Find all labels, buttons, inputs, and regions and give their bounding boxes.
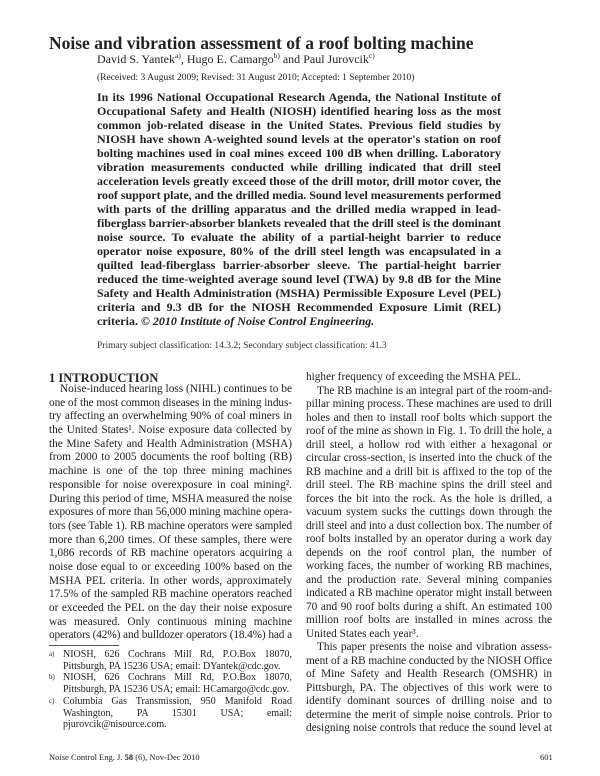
footnote <box>49 649 292 672</box>
right-column <box>306 371 552 736</box>
text-line: machine is one of the top three mining machines <box>49 465 292 478</box>
author-name: David S. Yantek <box>97 52 176 66</box>
text-line: vacuum system sucks the cuttings down through the <box>306 506 552 518</box>
text-line: circular cross-section, is inserted into the chuck of the <box>306 452 552 464</box>
text-line: pillar mining process. These machines are used to drill <box>306 398 552 410</box>
subject-classification: Primary subject classification: 14.3.2; Secondary subject classification: 41.3 <box>97 341 387 351</box>
text-line: roof bolts installed by an operator during a work day <box>306 533 552 545</box>
text-line: acceleration levels greatly exceed those of the drill motor, drill motor cover, the <box>97 174 501 188</box>
text-line: operator noise exposure, 80% of the drill steel length was encapsulated in a <box>97 244 501 258</box>
copyright-notice: © 2010 Institute of Noise Control Engineering. <box>140 314 375 328</box>
footnote <box>49 672 292 695</box>
text-line: more than 6,200 times. Of these samples, there were <box>49 533 292 546</box>
text-line: the Mine Safety and Health Administration (MSHA) <box>49 437 292 450</box>
text-line: common job-related disease in the United States. Previous field studies by <box>97 118 501 132</box>
journal-citation <box>49 752 200 762</box>
author-name: Paul Jurovcik <box>303 52 369 66</box>
section-heading: 1 INTRODUCTION <box>49 371 159 385</box>
text-line: or exceeded the PEL on the day their noise exposure <box>49 602 292 614</box>
page-number: 601 <box>540 752 553 762</box>
text-line: United States each year³. <box>306 627 419 640</box>
text-line: RB machine and a drill bit is affixed to the top of the <box>306 465 552 478</box>
journal-volume: 58 <box>124 752 134 762</box>
text-line <box>97 314 501 328</box>
text-line: depends on the roof control plan, the number of <box>306 546 552 559</box>
abstract <box>97 90 501 328</box>
left-column <box>49 383 292 643</box>
journal-name: Noise Control Eng. J. <box>49 752 125 762</box>
text-line: Pittsburgh, PA. The objectives of this work were to <box>306 681 552 694</box>
text-line: with parts of the drilling apparatus and the drilled media wrapped in lead- <box>97 202 501 216</box>
paper-title: Noise and vibration assessment of a roof bolting machine <box>49 33 474 53</box>
text-line: NIOSH have shown A-weighted sound levels at the operator's station on roof <box>97 132 501 146</box>
text-line: from 2000 to 2005 documents the roof bolting (RB) <box>49 451 292 464</box>
text-line: reduced the time-weighted average sound level (TWA) by 9.8 dB for the Mine <box>97 272 501 286</box>
text-line: of Mine Safety and Health Research (OMSHR) in <box>306 668 552 680</box>
text-line: was measured. Only continuous mining machine <box>49 615 292 628</box>
text-line: 1,086 records of RB machine operators acquiring a <box>49 547 292 560</box>
text-line: drill steel and into a dust collection box. The number of <box>306 519 552 532</box>
text-line: the United States¹. Noise exposure data collected by <box>49 424 292 437</box>
text-line: roof of the mine as shown in Fig. 1. To drill the hole, a <box>306 425 552 437</box>
text-line: higher frequency of exceeding the MSHA PEL. <box>306 371 521 383</box>
text-line: Safety and Health Administration (MSHA) Permissible Exposure Level (PEL) <box>97 286 501 300</box>
text-line: operators (42%) and bulldozer operators (18.4%) had a <box>49 629 292 642</box>
footnote-divider <box>49 645 119 646</box>
text-line: million roof bolts are installed in mines across the <box>306 614 552 626</box>
text-line: identify dominant sources of drilling noise and to <box>306 695 552 707</box>
text-line: MSHA PEL criteria. In other words, approximately <box>49 574 292 587</box>
text-line: roof support plate, and the drilled media. Sound level measurements performed <box>97 188 501 202</box>
footnote-text: NIOSH, 626 Cochrans Mill Rd, P.O.Box 18070, Pittsburgh, PA 15236 USA; email: HCamargo@cdc.gov. <box>63 672 292 696</box>
footnote-text: Columbia Gas Transmission, 950 Manifold Road Washington, PA 15301 USA; email: pjurovcik@nisource.com. <box>63 695 292 731</box>
footnote-mark: b) <box>49 673 55 682</box>
text-line: and the production rate. Several mining companies <box>306 573 552 586</box>
text-line: exposures of more than 56,000 mining machine opera- <box>49 506 292 519</box>
text-line: Noise-induced hearing loss (NIHL) continues to be <box>60 383 292 395</box>
text-line: working faces, the number of working RB machines, <box>306 560 552 572</box>
footnote-mark: c) <box>49 696 55 705</box>
text-line: drill steel, a hollow rod with either a hexagonal or <box>306 438 552 451</box>
text-line: responsible for noise overexposure in coal mining². <box>49 478 292 491</box>
text-line: This paper presents the noise and vibration assess- <box>317 641 552 653</box>
text-line: criteria and 9.3 dB for the NIOSH Recommended Exposure Limit (REL) <box>97 300 501 314</box>
separator: , <box>180 52 187 66</box>
text-line: indicated a RB machine operator might install between <box>306 587 552 599</box>
text-line: determine the merit of simple noise controls. Prior to <box>306 708 552 721</box>
text-line: 17.5% of the sampled RB machine operators reached <box>49 588 292 601</box>
text-line: holes and then to install roof bolts which support the <box>306 411 552 424</box>
text-line: bolting machines used in coal mines exceed 100 dB when drilling. Laboratory <box>97 146 501 160</box>
separator: and <box>279 52 304 66</box>
journal-issue: (6), Nov-Dec 2010 <box>133 752 200 762</box>
text-line: ment of a RB machine conducted by the NIOSH Office <box>306 654 552 667</box>
text-line: 70 and 90 roof bolts during a shift. An estimated 100 <box>306 600 552 613</box>
footnotes <box>49 649 292 731</box>
text-line: The RB machine is an integral part of the room-and- <box>317 384 552 397</box>
text-line: noise source. To evaluate the ability of a partial-height barrier to reduce <box>97 230 501 244</box>
text-fragment: criteria. <box>97 314 141 328</box>
footnote-mark: a) <box>49 650 55 658</box>
text-line: try affecting an overwhelming 90% of coal miners in <box>49 410 292 423</box>
text-line: fiberglass barrier-absorber blankets revealed that the drill steel is the dominant <box>97 216 501 230</box>
text-line: drill steel. The RB machine spins the drill steel and <box>306 479 552 491</box>
footnote-text: NIOSH, 626 Cochrans Mill Rd, P.O.Box 18070, Pittsburgh, PA 15236 USA; email: DYantek@cdc.gov. <box>63 649 292 672</box>
text-line: tors (see Table 1). RB machine operators were sampled <box>49 519 292 532</box>
text-line: one of the most common diseases in the mining indus- <box>49 396 292 409</box>
text-line: vibration measurements conducted while drilling indicated that drill steel <box>97 160 501 174</box>
affiliation-mark: a) <box>175 51 181 60</box>
text-line: forces the bit into the rock. As the hole is drilled, a <box>306 492 552 505</box>
text-line: noise dose equal to or exceeding 100% based on the <box>49 560 292 573</box>
text-line: Occupational Safety and Health (NIOSH) identified hearing loss as the most <box>97 104 501 118</box>
received-dates: (Received: 3 August 2009; Revised: 31 August 2010; Accepted: 1 September 2010) <box>97 73 415 83</box>
text-line: designing noise controls that reduce the sound level at <box>306 722 552 734</box>
author-name: Hugo E. Camargo <box>186 52 274 66</box>
footnote <box>49 696 292 731</box>
affiliation-mark: b) <box>273 51 280 60</box>
affiliation-mark: c) <box>368 51 375 60</box>
text-line: In its 1996 National Occupational Research Agenda, the National Institute of <box>97 90 501 104</box>
author-list <box>97 52 375 67</box>
text-line: quilted lead-fiberglass barrier-absorber sleeve. The partial-height barrier <box>97 258 501 272</box>
text-line: During this period of time, MSHA measured the noise <box>49 492 292 505</box>
